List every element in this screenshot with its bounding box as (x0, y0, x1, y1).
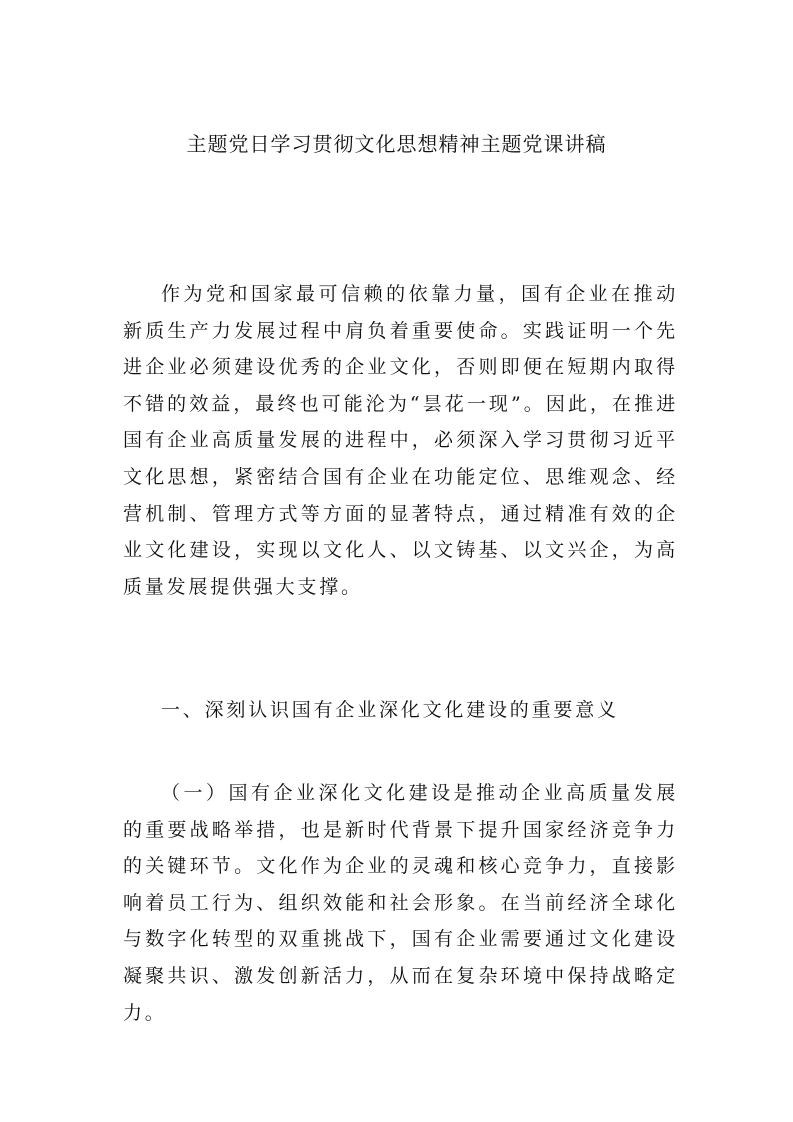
section-heading-1: 一、深刻认识国有企业深化文化建设的重要意义 (161, 699, 619, 721)
section-1-paragraph-1: （一）国有企业深化文化建设是推动企业高质量发展的重要战略举措，也是新时代背景下提升国家经济竞争力的关键环节。文化作为企业的灵魂和核心竞争力，直接影响着员工行为、组织效能和社会形象。在当前经济全球化与数字化转型的双重挑战下，国有企业需要通过文化建设凝聚共识、激发创新活力，从而在复杂环境中保持战略定力。 (123, 782, 678, 1024)
intro-paragraph: 作为党和国家最可信赖的依靠力量，国有企业在推动新质生产力发展过程中肩负着重要使命。实践证明一个先进企业必须建设优秀的企业文化，否则即便在短期内取得不错的效益，最终也可能沦为“昙花一现”。因此，在推进国有企业高质量发展的进程中，必须深入学习贯彻习近平文化思想，紧密结合国有企业在功能定位、思维观念、经营机制、管理方式等方面的显著特点，通过精准有效的企业文化建设，实现以文化人、以文铸基、以文兴企，为高质量发展提供强大支撑。 (123, 283, 678, 598)
document-title: 主题党日学习贯彻文化思想精神主题党课讲稿 (186, 132, 607, 156)
